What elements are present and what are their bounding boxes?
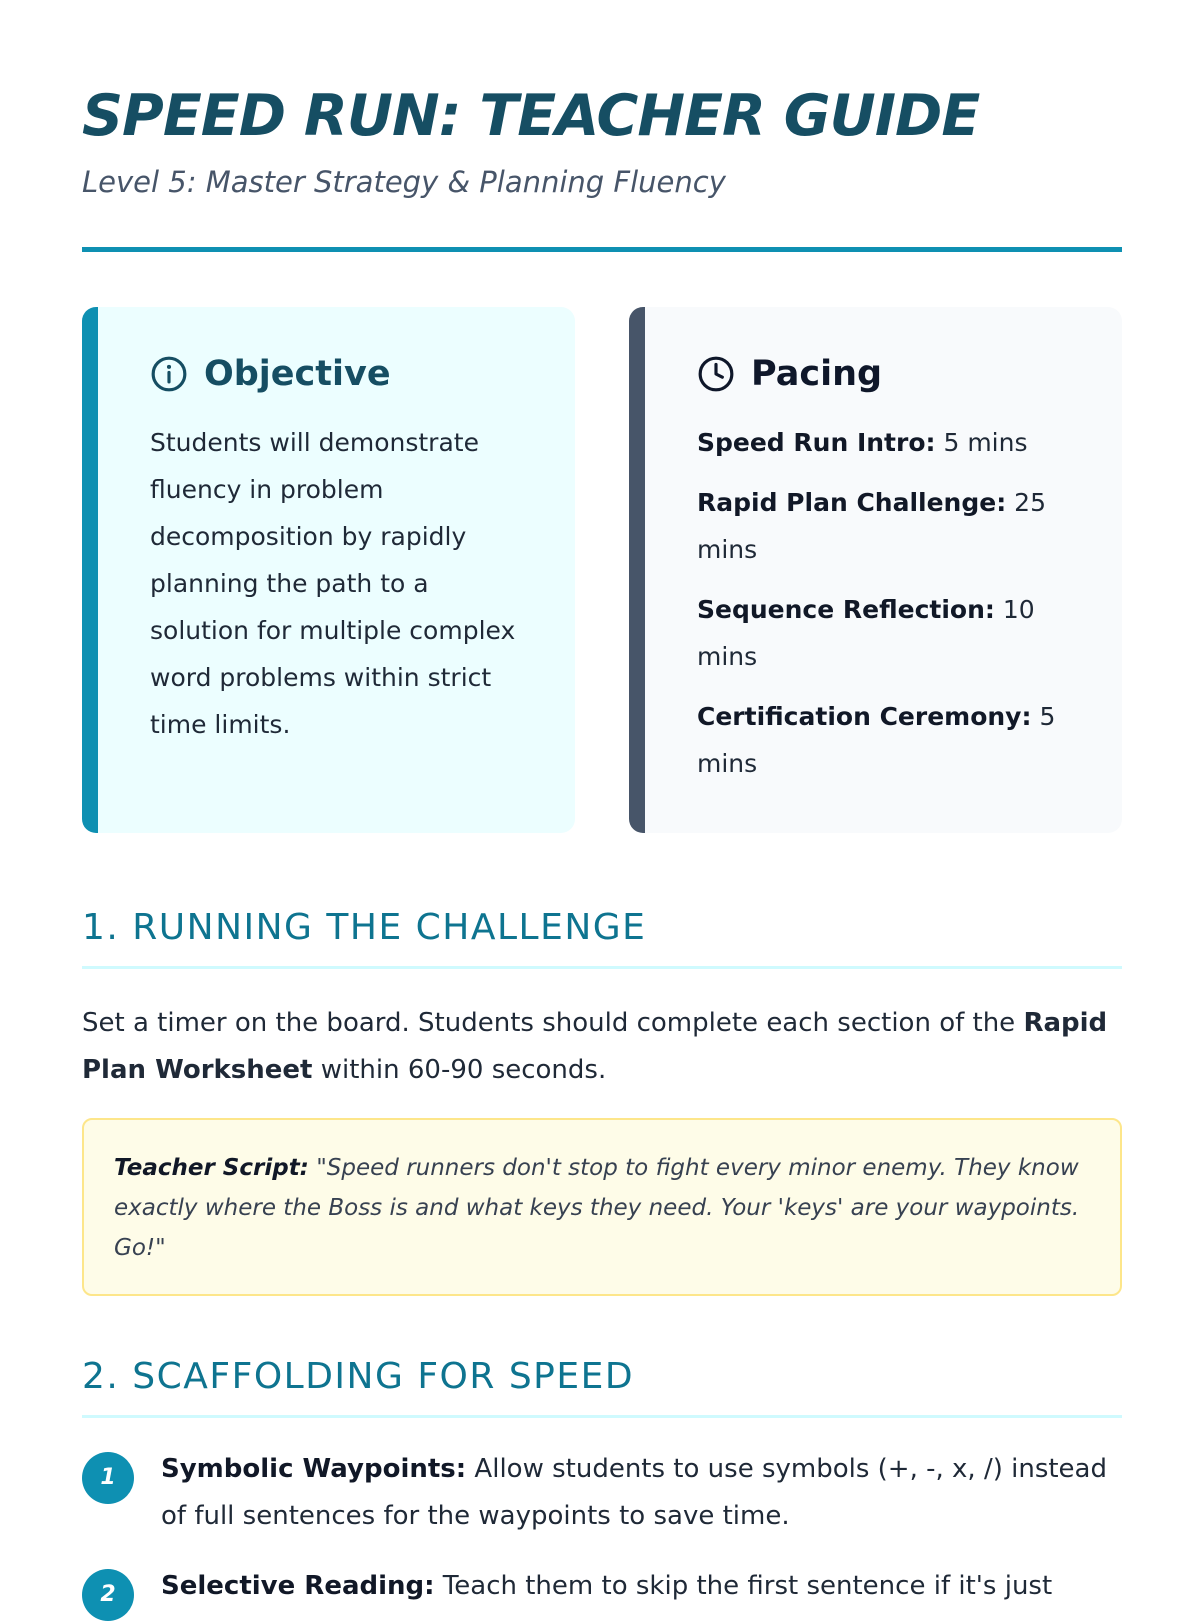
header-divider xyxy=(82,247,1122,252)
scaffold-step xyxy=(82,1563,1122,1610)
section-divider xyxy=(82,966,1122,969)
instructions-text-start: Set a timer on the board. Students should complete each section of the xyxy=(82,1008,1024,1038)
step-text xyxy=(161,1446,1122,1540)
pacing-item-label: Rapid Plan Challenge: xyxy=(697,488,1007,517)
teacher-script-callout xyxy=(82,1118,1122,1296)
section-title-scaffolding: 2. SCAFFOLDING FOR SPEED xyxy=(82,1356,635,1397)
step-text xyxy=(161,1563,1122,1610)
teacher-script-label: Teacher Script: xyxy=(114,1155,309,1181)
step-number-badge: 1 xyxy=(82,1452,134,1504)
step-label: Selective Reading: xyxy=(161,1571,435,1601)
teacher-script-text: "Speed runners don't stop to fight every minor enemy. They know exactly where the Boss is and what keys they need. Your 'keys' are your waypoints. Go!" xyxy=(114,1155,1080,1261)
step-label: Symbolic Waypoints: xyxy=(161,1454,467,1484)
objective-card-header xyxy=(150,349,531,399)
pacing-item-value: 5 mins xyxy=(943,428,1028,457)
pacing-title: Pacing xyxy=(751,354,883,394)
objective-title: Objective xyxy=(204,354,391,394)
worksheet-name: Rapid Plan Worksheet xyxy=(82,1008,1108,1085)
pacing-card xyxy=(629,307,1122,833)
pacing-item xyxy=(697,693,1078,787)
pacing-item xyxy=(697,419,1078,466)
pacing-item-value: 5 mins xyxy=(697,702,1056,778)
challenge-instructions xyxy=(82,1000,1122,1094)
instructions-text-end: within 60-90 seconds. xyxy=(312,1055,607,1085)
objective-card xyxy=(82,307,575,833)
pacing-item-label: Certification Ceremony: xyxy=(697,702,1032,731)
clock-icon xyxy=(697,355,735,393)
section-divider xyxy=(82,1415,1122,1418)
step-description: Allow students to use symbols (+, -, x, /) instead of full sentences for the waypoints to save time. xyxy=(161,1454,1107,1531)
page-title: SPEED RUN: TEACHER GUIDE xyxy=(82,83,980,149)
pacing-item xyxy=(697,479,1078,573)
pacing-list xyxy=(697,419,1078,787)
info-circle-icon xyxy=(150,355,188,393)
pacing-item-value: 10 mins xyxy=(697,595,1035,671)
objective-text: Students will demonstrate fluency in problem decomposition by rapidly planning the path to a solution for multiple complex word problems within strict time limits. xyxy=(150,428,516,739)
pacing-item xyxy=(697,586,1078,680)
pacing-card-header xyxy=(697,349,1078,399)
scaffold-step xyxy=(82,1446,1122,1540)
pacing-item-label: Speed Run Intro: xyxy=(697,428,936,457)
step-description: Teach them to skip the first sentence if it's just xyxy=(434,1571,1053,1601)
page-subtitle: Level 5: Master Strategy & Planning Fluency xyxy=(82,165,726,199)
step-number-badge: 2 xyxy=(82,1569,134,1621)
pacing-item-value: 25 mins xyxy=(697,488,1046,564)
section-title-running-challenge: 1. RUNNING THE CHALLENGE xyxy=(82,907,647,948)
pacing-item-label: Sequence Reflection: xyxy=(697,595,995,624)
